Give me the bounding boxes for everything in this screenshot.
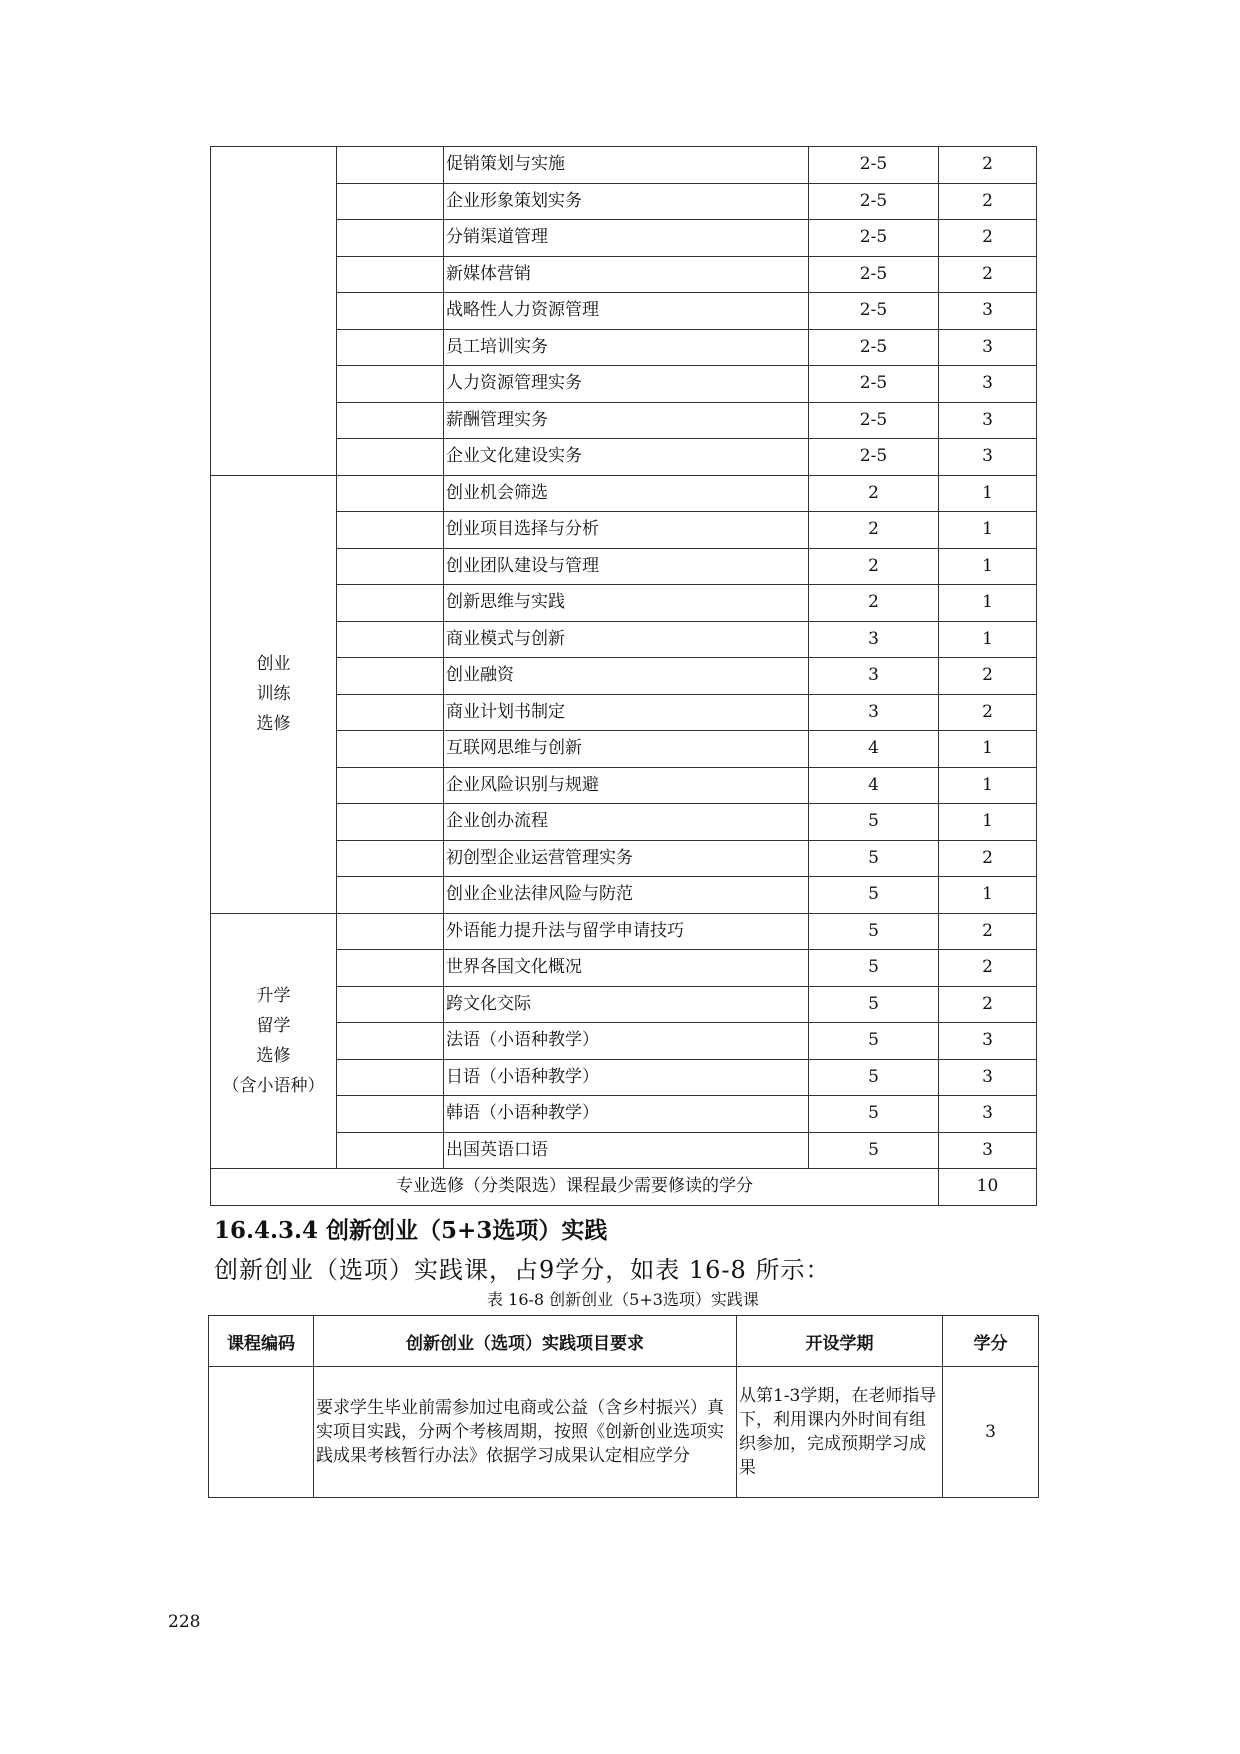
course-code-cell xyxy=(337,913,444,950)
summary-credit: 10 xyxy=(939,1169,1037,1206)
category-cell xyxy=(211,913,337,1169)
course-term: 2-5 xyxy=(809,183,939,220)
course-code-cell xyxy=(337,402,444,439)
course-term: 5 xyxy=(809,986,939,1023)
course-credit: 2 xyxy=(939,220,1037,257)
course-term: 4 xyxy=(809,767,939,804)
course-code-cell xyxy=(337,366,444,403)
course-term: 5 xyxy=(809,877,939,914)
course-code-cell xyxy=(337,585,444,622)
course-name: 商业计划书制定 xyxy=(444,694,809,731)
course-credit: 1 xyxy=(939,548,1037,585)
category-label-line: （含小语种） xyxy=(222,1075,325,1096)
course-term: 2 xyxy=(809,512,939,549)
category-label-line: 选修 xyxy=(256,1045,291,1066)
course-term: 3 xyxy=(809,658,939,695)
course-term: 2 xyxy=(809,475,939,512)
course-name: 法语（小语种教学） xyxy=(444,1023,809,1060)
category-cell xyxy=(211,147,337,476)
course-term: 2-5 xyxy=(809,366,939,403)
course-code-cell xyxy=(337,475,444,512)
course-credit: 3 xyxy=(939,1059,1037,1096)
course-code-cell xyxy=(337,1023,444,1060)
course-code-cell xyxy=(337,512,444,549)
course-name: 创业机会筛选 xyxy=(444,475,809,512)
table-caption: 表 16-8 创新创业（5+3选项）实践课 xyxy=(487,1290,759,1309)
category-label-line: 选修 xyxy=(256,714,291,734)
course-name: 促销策划与实施 xyxy=(444,147,809,184)
course-credit: 1 xyxy=(939,512,1037,549)
course-code-cell xyxy=(337,256,444,293)
course-credit: 2 xyxy=(939,840,1037,877)
course-credit: 1 xyxy=(939,804,1037,841)
category-cell xyxy=(211,475,337,913)
course-code-cell xyxy=(337,658,444,695)
course-name: 跨文化交际 xyxy=(444,986,809,1023)
course-term: 2 xyxy=(809,585,939,622)
practice-term: 从第1-3学期，在老师指导下，利用课内外时间有组织参加，完成预期学习成果 xyxy=(737,1367,943,1498)
course-credit: 1 xyxy=(939,731,1037,768)
course-credit: 2 xyxy=(939,986,1037,1023)
course-term: 5 xyxy=(809,1023,939,1060)
course-code-cell xyxy=(337,293,444,330)
course-credit: 2 xyxy=(939,147,1037,184)
course-credit: 3 xyxy=(939,402,1037,439)
course-code-cell xyxy=(337,731,444,768)
course-name: 创业项目选择与分析 xyxy=(444,512,809,549)
course-name: 外语能力提升法与留学申请技巧 xyxy=(444,913,809,950)
course-credit: 1 xyxy=(939,767,1037,804)
course-term: 5 xyxy=(809,1059,939,1096)
course-code-cell xyxy=(337,147,444,184)
course-code-cell xyxy=(337,804,444,841)
course-code-cell xyxy=(337,694,444,731)
course-name: 创新思维与实践 xyxy=(444,585,809,622)
course-credit: 1 xyxy=(939,621,1037,658)
course-credit: 3 xyxy=(939,1023,1037,1060)
course-term: 2-5 xyxy=(809,439,939,476)
course-term: 2-5 xyxy=(809,147,939,184)
course-name: 企业形象策划实务 xyxy=(444,183,809,220)
course-name: 企业风险识别与规避 xyxy=(444,767,809,804)
course-term: 3 xyxy=(809,694,939,731)
course-credit: 1 xyxy=(939,585,1037,622)
practice-course-table xyxy=(208,1315,1039,1498)
course-code-cell xyxy=(337,183,444,220)
category-label-line: 创业 xyxy=(256,654,291,674)
course-name: 战略性人力资源管理 xyxy=(444,293,809,330)
practice-code xyxy=(209,1367,314,1498)
course-term: 5 xyxy=(809,1096,939,1133)
course-term: 2 xyxy=(809,548,939,585)
category-label-line: 训练 xyxy=(256,684,291,704)
course-name: 企业文化建设实务 xyxy=(444,439,809,476)
category-label-line: 留学 xyxy=(256,1015,291,1036)
course-credit: 2 xyxy=(939,658,1037,695)
course-term: 5 xyxy=(809,950,939,987)
course-name: 企业创办流程 xyxy=(444,804,809,841)
course-code-cell xyxy=(337,1096,444,1133)
course-credit: 2 xyxy=(939,256,1037,293)
course-name: 韩语（小语种教学） xyxy=(444,1096,809,1133)
course-row xyxy=(211,913,1037,950)
course-term: 4 xyxy=(809,731,939,768)
header-course-code: 课程编码 xyxy=(209,1316,314,1367)
course-credit: 3 xyxy=(939,1132,1037,1169)
course-code-cell xyxy=(337,220,444,257)
category-label-line: 升学 xyxy=(256,985,291,1006)
course-credit: 2 xyxy=(939,183,1037,220)
course-code-cell xyxy=(337,1059,444,1096)
course-name: 分销渠道管理 xyxy=(444,220,809,257)
course-name: 员工培训实务 xyxy=(444,329,809,366)
course-name: 新媒体营销 xyxy=(444,256,809,293)
course-name: 出国英语口语 xyxy=(444,1132,809,1169)
course-credit: 3 xyxy=(939,366,1037,403)
course-name: 商业模式与创新 xyxy=(444,621,809,658)
course-code-cell xyxy=(337,329,444,366)
summary-row xyxy=(211,1169,1037,1206)
practice-requirement: 要求学生毕业前需参加过电商或公益（含乡村振兴）真实项目实践，分两个考核周期，按照《创新创业选项实践成果考核暂行办法》依据学习成果认定相应学分 xyxy=(314,1367,737,1498)
section-heading: 16.4.3.4 创新创业（5+3选项）实践 xyxy=(214,1217,608,1244)
course-credit: 3 xyxy=(939,439,1037,476)
course-credit: 3 xyxy=(939,329,1037,366)
course-name: 初创型企业运营管理实务 xyxy=(444,840,809,877)
course-name: 日语（小语种教学） xyxy=(444,1059,809,1096)
header-term: 开设学期 xyxy=(737,1316,943,1367)
course-term: 5 xyxy=(809,804,939,841)
course-credit: 3 xyxy=(939,1096,1037,1133)
course-name: 创业企业法律风险与防范 xyxy=(444,877,809,914)
course-code-cell xyxy=(337,548,444,585)
course-code-cell xyxy=(337,877,444,914)
course-term: 2-5 xyxy=(809,220,939,257)
course-code-cell xyxy=(337,950,444,987)
course-credit: 3 xyxy=(939,293,1037,330)
course-code-cell xyxy=(337,621,444,658)
course-code-cell xyxy=(337,1132,444,1169)
course-term: 2-5 xyxy=(809,293,939,330)
practice-credit: 3 xyxy=(943,1367,1039,1498)
course-code-cell xyxy=(337,439,444,476)
course-credit: 1 xyxy=(939,877,1037,914)
course-credit: 2 xyxy=(939,913,1037,950)
course-name: 世界各国文化概况 xyxy=(444,950,809,987)
practice-row xyxy=(209,1367,1039,1498)
course-code-cell xyxy=(337,767,444,804)
intro-text: 创新创业（选项）实践课，占9学分，如表 16-8 所示： xyxy=(214,1256,831,1284)
course-credit: 2 xyxy=(939,694,1037,731)
course-row xyxy=(211,147,1037,184)
course-code-cell xyxy=(337,986,444,1023)
course-credit: 1 xyxy=(939,475,1037,512)
course-term: 2-5 xyxy=(809,329,939,366)
course-term: 5 xyxy=(809,1132,939,1169)
course-term: 2-5 xyxy=(809,256,939,293)
course-credit: 2 xyxy=(939,950,1037,987)
course-term: 5 xyxy=(809,913,939,950)
course-name: 薪酬管理实务 xyxy=(444,402,809,439)
practice-header-row xyxy=(209,1316,1039,1367)
course-name: 创业融资 xyxy=(444,658,809,695)
page-number: 228 xyxy=(168,1612,201,1632)
header-requirement: 创新创业（选项）实践项目要求 xyxy=(314,1316,737,1367)
summary-label: 专业选修（分类限选）课程最少需要修读的学分 xyxy=(211,1169,939,1206)
course-name: 互联网思维与创新 xyxy=(444,731,809,768)
course-term: 3 xyxy=(809,621,939,658)
course-term: 5 xyxy=(809,840,939,877)
course-name: 人力资源管理实务 xyxy=(444,366,809,403)
course-code-cell xyxy=(337,840,444,877)
elective-course-table xyxy=(210,146,1037,1206)
course-name: 创业团队建设与管理 xyxy=(444,548,809,585)
course-term: 2-5 xyxy=(809,402,939,439)
course-row xyxy=(211,475,1037,512)
header-credit: 学分 xyxy=(943,1316,1039,1367)
